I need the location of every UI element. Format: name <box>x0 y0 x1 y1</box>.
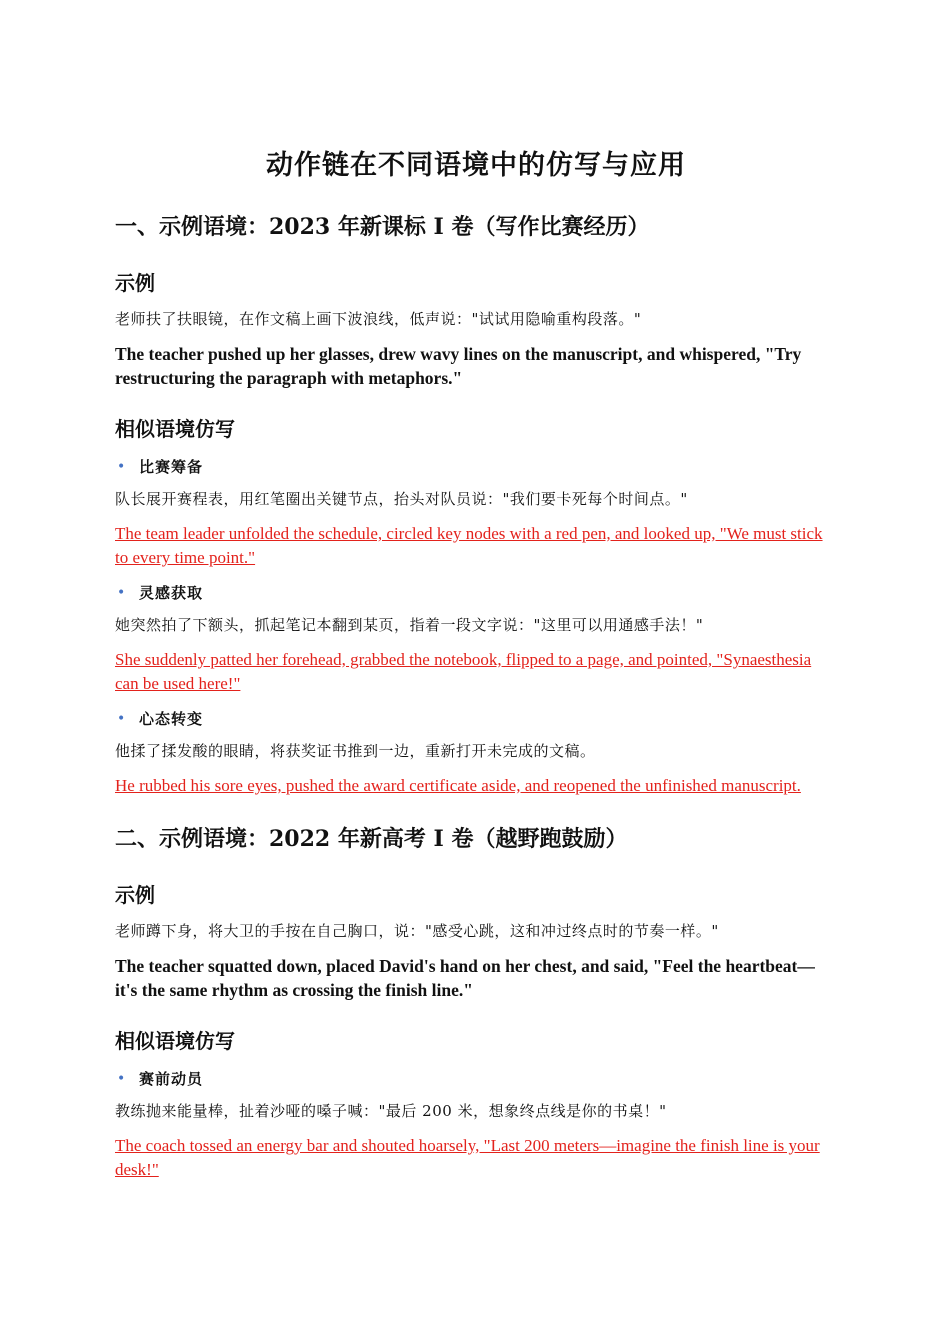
example-chinese: 老师蹲下身，将大卫的手按在自己胸口，说："感受心跳，这和冲过终点时的节奏一样。" <box>115 922 719 940</box>
section-1 <box>115 210 837 798</box>
document-page <box>115 140 837 1182</box>
section-heading: 二、示例语境：2022 年新高考 Ⅰ 卷（越野跑鼓励） <box>115 826 628 852</box>
imitation-english: He rubbed his sore eyes, pushed the award certificate aside, and reopened the unfinished manuscript. <box>115 776 801 795</box>
example-heading: 示例 <box>115 883 155 907</box>
imitation-english: The team leader unfolded the schedule, circled key nodes with a red pen, and looked up, "We must stick to every time point." <box>115 524 823 567</box>
bullet-icon: • <box>117 1071 126 1087</box>
section-2 <box>115 822 837 1182</box>
example-english: The teacher squatted down, placed David's hand on her chest, and said, "Feel the heartbeat—it's the same rhythm as crossing the finish line." <box>115 956 815 1000</box>
bullet-icon: • <box>117 459 126 475</box>
bullet-item-label <box>115 708 837 730</box>
example-chinese: 老师扶了扶眼镜，在作文稿上画下波浪线，低声说："试试用隐喻重构段落。" <box>115 310 642 328</box>
bullet-icon: • <box>117 711 126 727</box>
bullet-item-label <box>115 1068 837 1090</box>
example-heading: 示例 <box>115 271 155 295</box>
imitation-chinese: 她突然拍了下额头，抓起笔记本翻到某页，指着一段文字说："这里可以用通感手法！" <box>115 616 704 634</box>
example-english: The teacher pushed up her glasses, drew wavy lines on the manuscript, and whispered, "Try restructuring the paragraph with metaphors." <box>115 344 802 388</box>
imitation-chinese: 队长展开赛程表，用红笔圈出关键节点，抬头对队员说："我们要卡死每个时间点。" <box>115 490 688 508</box>
document-title: 动作链在不同语境中的仿写与应用 <box>266 150 686 181</box>
imitation-heading: 相似语境仿写 <box>115 1029 235 1053</box>
bullet-item-label <box>115 582 837 604</box>
bullet-item-label <box>115 456 837 478</box>
bullet-label: 心态转变 <box>139 710 204 728</box>
imitation-english: The coach tossed an energy bar and shouted hoarsely, "Last 200 meters—imagine the finish line is your desk!" <box>115 1136 820 1179</box>
bullet-label: 灵感获取 <box>139 584 204 602</box>
section-heading: 一、示例语境：2023 年新课标 Ⅰ 卷（写作比赛经历） <box>115 214 650 240</box>
imitation-english: She suddenly patted her forehead, grabbed the notebook, flipped to a page, and pointed, "Synaesthesia can be used here!" <box>115 650 812 693</box>
imitation-chinese: 他揉了揉发酸的眼睛，将获奖证书推到一边，重新打开未完成的文稿。 <box>115 742 596 760</box>
bullet-icon: • <box>117 585 126 601</box>
imitation-heading: 相似语境仿写 <box>115 417 235 441</box>
bullet-label: 赛前动员 <box>139 1070 204 1088</box>
bullet-label: 比赛筹备 <box>139 458 204 476</box>
imitation-chinese: 教练抛来能量棒，扯着沙哑的嗓子喊："最后 200 米，想象终点线是你的书桌！" <box>115 1102 667 1120</box>
